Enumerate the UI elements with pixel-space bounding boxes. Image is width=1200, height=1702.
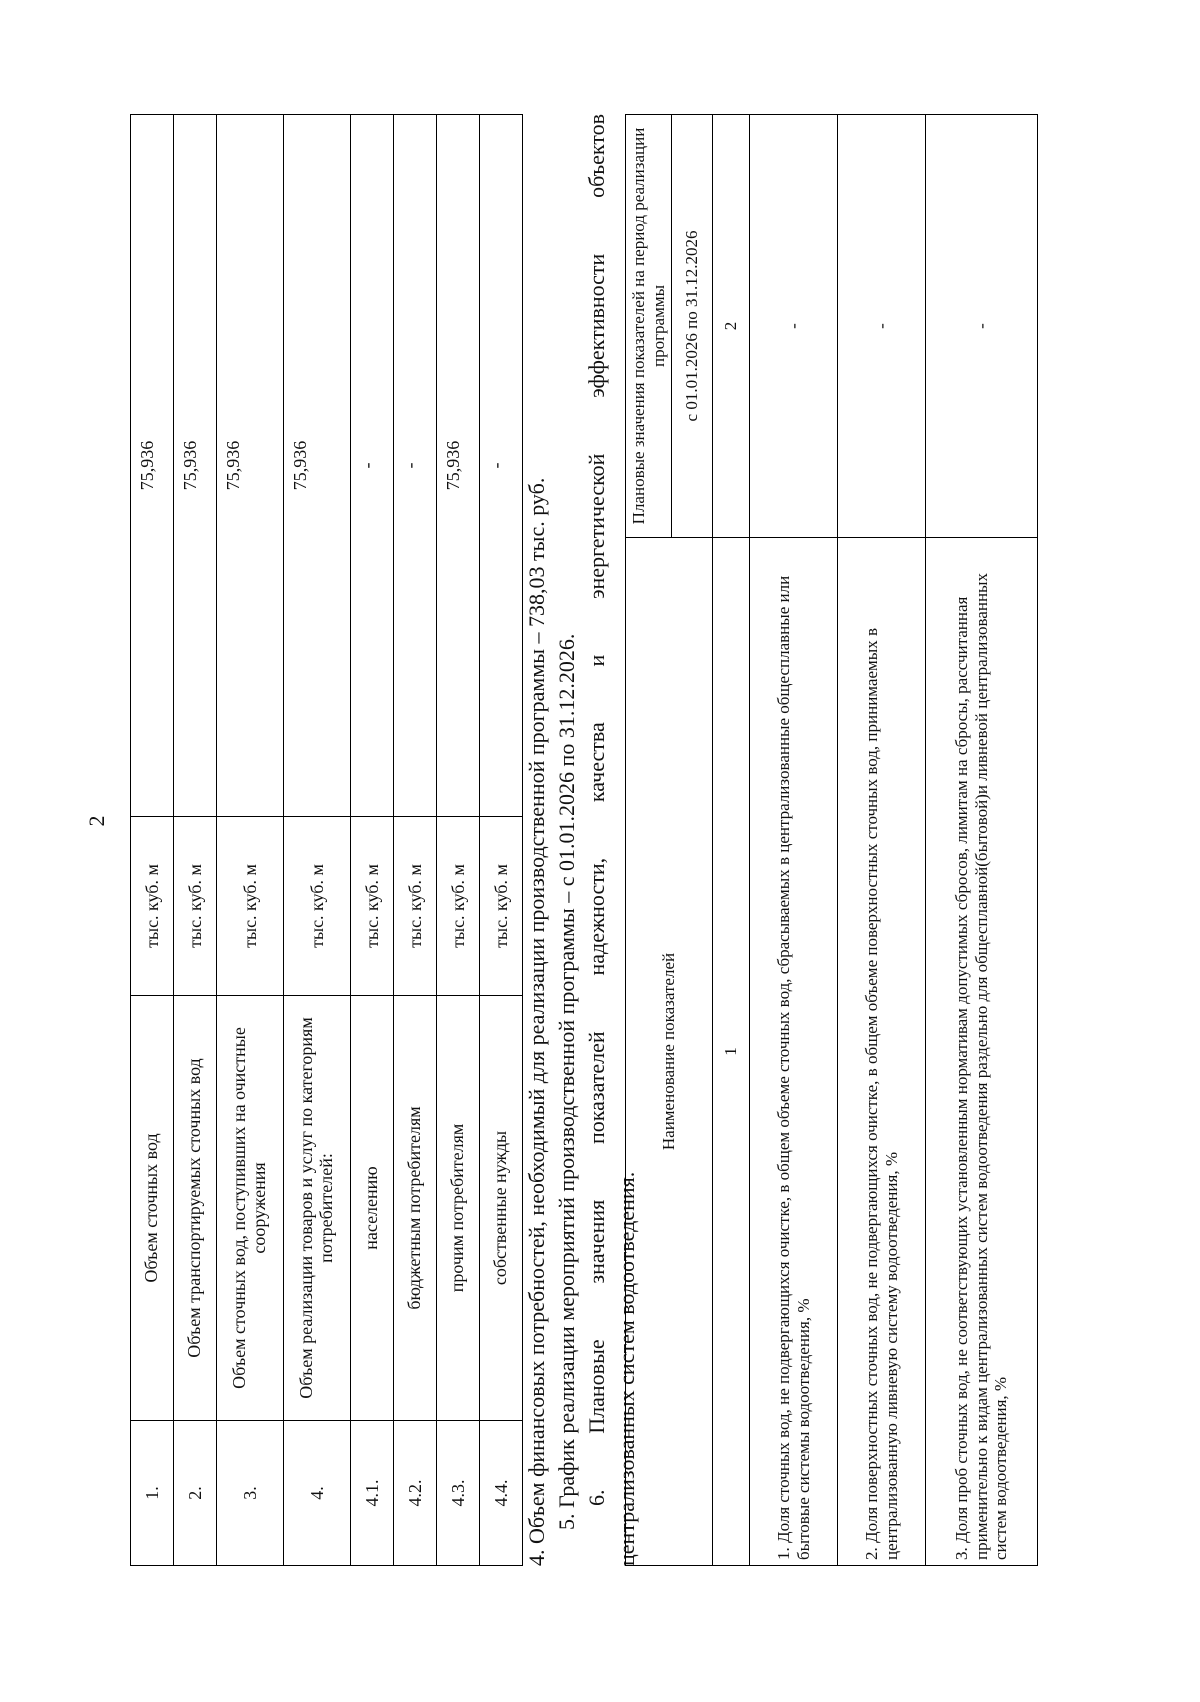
program-paragraphs [522,114,642,1566]
rotated-page-content [130,114,1080,1566]
row-name: Объем транспортируемых сточных вод [174,996,217,1421]
paragraph-schedule: 5. График реализации мероприятий производственной программы – с 01.01.2026 по 31.12.2026. [554,633,579,1530]
row-value: - [480,115,523,817]
indicator-name: 1. Доля сточных вод, не подвергающихся очистке, в общем объеме сточных вод, сбрасываемых в централизованные общесплавные или бытовые системы водоотведения, % [750,538,838,1566]
indicator-value: - [838,115,926,538]
row-name: Объем реализации товаров и услуг по категориям потребителей: [284,996,351,1421]
row-unit: тыс. куб. м [174,817,217,996]
row-value: - [351,115,394,817]
header-planned-values: Плановые значения показателей на период реализации программы [626,115,672,538]
row-number: 4.1. [351,1421,394,1566]
row-name: Объем сточных вод, поступивших на очистные сооружения [217,996,284,1421]
indicator-name: 3. Доля проб сточных вод, не соответствующих установленным нормативам допустимых сбросов, лимитам на сбросы, рассчитанная применительно к видам централизованных систем водоотведения раздельно для общесплавной(бытовой)и ливневой централизованных систем водоотведения, % [926,538,1038,1566]
row-unit: тыс. куб. м [437,817,480,996]
paragraph-planned-values-end: централизованных систем водоотведения. [614,1171,639,1566]
row-value: 75,936 [174,115,217,817]
row-number: 4. [284,1421,351,1566]
row-unit: тыс. куб. м [217,817,284,996]
row-number: 4.2. [394,1421,437,1566]
table-row [750,115,838,1566]
row-unit: тыс. куб. м [480,817,523,996]
table-row [174,115,217,1566]
row-number: 2. [174,1421,217,1566]
row-name: прочим потребителям [437,996,480,1421]
row-value: 75,936 [217,115,284,817]
table-row [351,115,394,1566]
paragraph-financial-needs: 4. Объем финансовых потребностей, необходимый для реализации производственной программы – 738,03 тыс. руб. [524,477,549,1566]
row-value: - [394,115,437,817]
row-number: 4.3. [437,1421,480,1566]
column-number-row [713,115,750,1566]
indicators-table [625,114,1038,1566]
indicator-name: 2. Доля поверхностных сточных вод, не подвергающихся очистке, в общем объеме поверхностных сточных вод, принимаемых в централизованную ливневую систему водоотведения, % [838,538,926,1566]
page-number: 2 [84,815,109,827]
indicator-value: - [926,115,1038,538]
table-row [284,115,351,1566]
volumes-table [130,114,523,1566]
header-period: с 01.01.2026 по 31.12.2026 [672,115,713,538]
row-value: 75,936 [284,115,351,817]
table-row [437,115,480,1566]
row-number: 4.4. [480,1421,523,1566]
row-name: бюджетным потребителям [394,996,437,1421]
paragraph-planned-values: 6. Плановые значения показателей надежности, качества и энергетической эффективности объектов [584,114,609,1506]
row-unit: тыс. куб. м [284,817,351,996]
row-name: собственные нужды [480,996,523,1421]
column-number: 1 [713,538,750,1566]
table-row [217,115,284,1566]
row-name: Объем сточных вод [131,996,174,1421]
row-name: населению [351,996,394,1421]
table-row [394,115,437,1566]
header-row [626,115,672,1566]
table-row [131,115,174,1566]
row-number: 3. [217,1421,284,1566]
row-unit: тыс. куб. м [131,817,174,996]
row-unit: тыс. куб. м [394,817,437,996]
row-value: 75,936 [437,115,480,817]
row-unit: тыс. куб. м [351,817,394,996]
row-value: 75,936 [131,115,174,817]
table-row [838,115,926,1566]
indicator-value: - [750,115,838,538]
row-number: 1. [131,1421,174,1566]
table-row [926,115,1038,1566]
column-number: 2 [713,115,750,538]
header-indicator-name: Наименование показателей [626,538,713,1566]
table-row [480,115,523,1566]
